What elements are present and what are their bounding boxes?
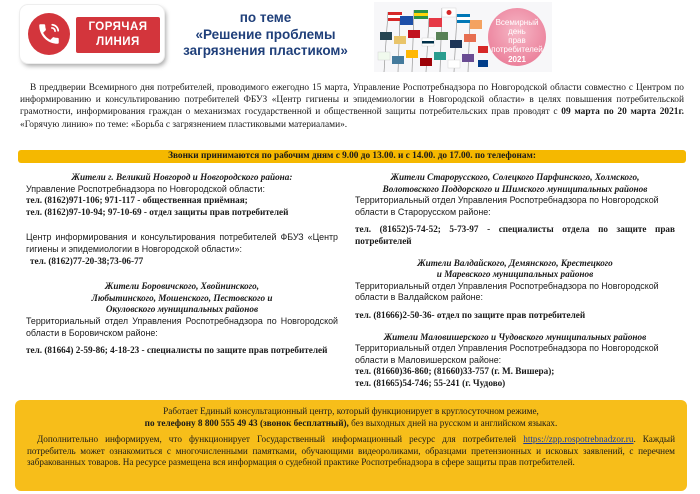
- hours-banner: Звонки принимаются по рабочим дням с 9.00 до 13.00. и с 14.00. до 17.00. по телефонам:: [18, 150, 686, 163]
- title-line1: по теме: [239, 10, 292, 25]
- valday-heading-line1: Жители Валдайского, Демянского, Крестецкого: [417, 257, 613, 268]
- malaya-phone-2: тел. (81665)54-746; 55-241 (г. Чудово): [355, 377, 506, 388]
- intro-text-1: В преддверии Всемирного дня потребителей, проводимого ежегодно 15 марта, Управление Роспотребнадзора по Новгородской области совместно с Центром по информированию и консультированию потребителей ФБУЗ «Центр гигиены и эпидемиологии в Новгородской области» в целях повышения потребительской грамотности, информирования граждан о механизмах государственной и общественной защиты потребительских прав проводят с: [20, 83, 684, 118]
- hotline-label: [76, 17, 160, 53]
- phone-icon: [28, 13, 70, 55]
- valday-org: Территориальный отдел Управления Роспотребнадзора по Новгородской области в Валдайском районе:: [355, 280, 659, 303]
- novgorod-org: Управление Роспотребнадзора по Новгородской области:: [26, 183, 265, 194]
- center-phone: тел. (8162)77-20-38;73-06-77: [30, 255, 144, 266]
- badge-line4: потребителей: [491, 45, 543, 54]
- staraya-org: Территориальный отдел Управления Роспотребнадзора по Новгородской области в Старорусском районе:: [355, 195, 659, 217]
- borovichi-heading-line3: Окуловского муниципальных районов: [105, 304, 259, 315]
- resource-link[interactable]: https://zpp.rospotrebnadzor.ru: [523, 434, 634, 445]
- resource-text-2: . Каждый потребитель может ознакомиться с многочисленными памятками, обучающими видеороликами, образцами претензионных и исковых заявлений, с перечнем забракованных товаров. На ресурсе размещена вся информация о судебной практике Роспотребнадзора в сфере защиты прав потребителей.: [27, 434, 675, 468]
- page-title: [178, 10, 353, 60]
- intro-dates: 09 марта по 20 марта 2021г.: [561, 107, 684, 118]
- novgorod-phone-1: тел. (8162)971-106; 971-117 - общественная приёмная;: [26, 195, 248, 206]
- consult-center-phone-line: [27, 418, 675, 430]
- valday-phone: тел. (81666)2-50-36- отдел по защите прав потребителей: [355, 309, 586, 320]
- hotline-label-line1: ГОРЯЧАЯ: [88, 21, 148, 33]
- staraya-heading-line2: Волотовского Поддорского и Шимского муниципальных районов: [382, 183, 648, 194]
- badge-year: 2021: [508, 55, 526, 64]
- valday-heading: [355, 258, 675, 281]
- borovichi-phone: тел. (81664) 2-59-86; 4-18-23 - специалисты по защите прав потребителей: [26, 345, 328, 356]
- hotline-logo: [20, 5, 164, 63]
- badge-line3: прав: [508, 36, 526, 45]
- badge-line1: Всемирный: [495, 18, 539, 27]
- center-info: Центр информирования и консультирования потребителей ФБУЗ «Центр гигиены и эпидемиологии в Новгородской области»:: [26, 232, 338, 254]
- staraya-phone: тел. (81652)5-74-52; 5-73-97 - специалисты отдела по защите прав потребителей: [355, 224, 675, 246]
- malaya-phone-1: тел. (81660)36-860; (81660)33-757 (г. М. Вишера);: [355, 366, 555, 377]
- resource-paragraph: [27, 434, 675, 469]
- borovichi-org: Территориальный отдел Управления Роспотребнадзора по Новгородской области в Боровичском районе:: [26, 315, 338, 338]
- title-line2: «Решение проблемы: [195, 26, 336, 42]
- staraya-heading: [355, 172, 675, 195]
- hotline-label-line2: ЛИНИЯ: [96, 36, 140, 48]
- borovichi-heading-line2: Любытинского, Мошенского, Пестовского и: [91, 292, 273, 303]
- consult-center-phone: по телефону 8 800 555 49 43 (звонок бесплатный),: [144, 417, 349, 428]
- title-line3: загрязнения пластиком»: [183, 43, 348, 58]
- novgorod-phone-2: тел. (8162)97-10-94; 97-10-69 - отдел защиты прав потребителей: [26, 206, 289, 217]
- consult-center-line: Работает Единый консультационный центр, который функционирует в круглосуточном режиме,: [163, 406, 539, 416]
- novgorod-heading: Жители г. Великий Новгород и Новгородского района:: [71, 172, 293, 182]
- consumer-day-badge: [488, 8, 546, 66]
- malaya-heading: Жители Маловишерского и Чудовского муниципальных районов: [383, 331, 647, 342]
- badge-line2: день: [508, 27, 526, 36]
- bottom-info-box: [15, 400, 687, 491]
- borovichi-heading-line1: Жители Боровичского, Хвойнинского,: [104, 281, 260, 292]
- right-column: [355, 172, 675, 390]
- borovichi-heading: [26, 281, 338, 316]
- valday-heading-line2: и Маревского муниципальных районов: [436, 269, 594, 280]
- resource-text-1: Дополнительно информируем, что функционирует Государственный информационный ресурс для потребителей: [37, 434, 517, 445]
- malaya-org: Территориальный отдел Управления Роспотребнадзора по Новгородской области в Маловишерском районе:: [355, 343, 659, 365]
- consult-center-schedule: без выходных дней на русском и английском языках.: [351, 417, 558, 428]
- staraya-heading-line1: Жители Старорусского, Солецкого Парфинского, Холмского,: [390, 172, 640, 182]
- left-column: [26, 172, 338, 357]
- intro-paragraph: [20, 82, 684, 131]
- intro-text-2: «Горячую линию» по теме: «Борьба с загрязнением пластиковыми материалами».: [20, 119, 348, 130]
